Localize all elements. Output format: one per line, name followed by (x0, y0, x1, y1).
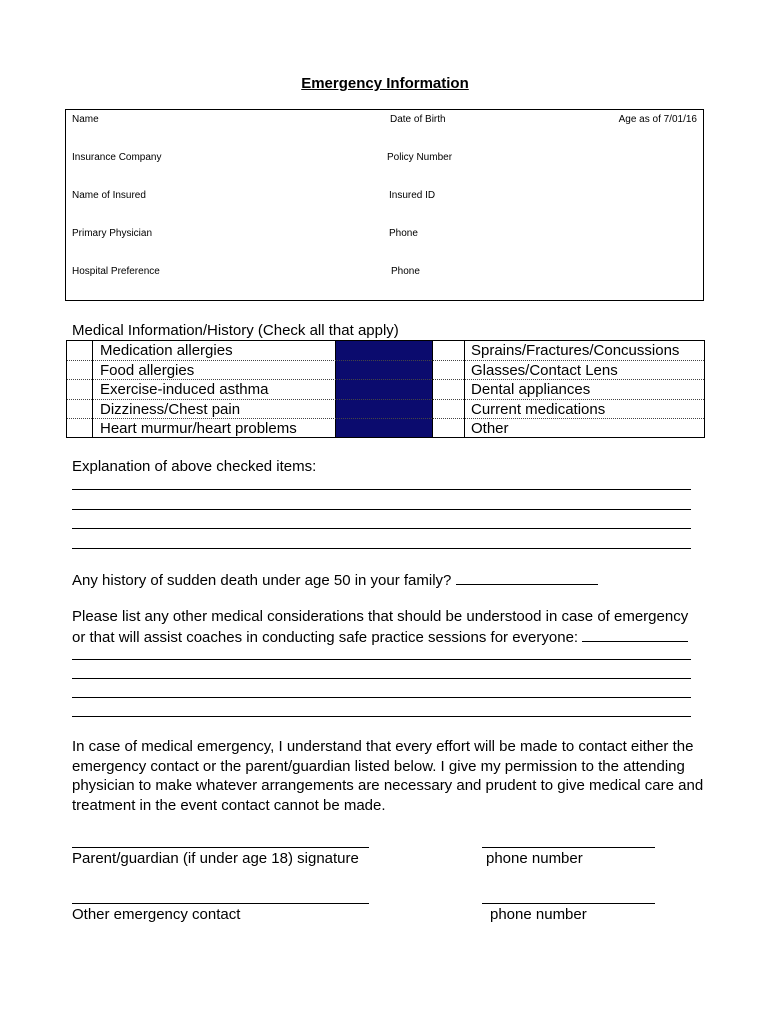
info-row-name[interactable] (66, 110, 703, 148)
info-row-insurance[interactable] (66, 148, 703, 186)
form-title: Emergency Information (301, 75, 469, 92)
hospital-phone-label: Phone (391, 266, 420, 277)
physician-phone-label: Phone (389, 228, 418, 239)
left-item: Exercise-induced asthma (100, 381, 269, 398)
explanation-line[interactable] (72, 528, 691, 529)
parent-phone-label: phone number (486, 850, 583, 867)
primary-physician-label: Primary Physician (72, 228, 153, 239)
explanation-line[interactable] (72, 548, 691, 549)
table-row[interactable] (67, 361, 704, 381)
explanation-line[interactable] (72, 509, 691, 510)
name-label: Name (72, 114, 99, 125)
info-row-insured[interactable] (66, 186, 703, 224)
other-phone-label: phone number (490, 906, 587, 923)
right-item: Sprains/Fractures/Concussions (471, 342, 680, 359)
hospital-preference-label: Hospital Preference (72, 266, 160, 277)
insured-id-label: Insured ID (389, 190, 436, 201)
name-of-insured-label: Name of Insured (72, 190, 146, 201)
explanation-line[interactable] (72, 489, 691, 490)
info-box (65, 109, 704, 301)
left-item: Medication allergies (100, 342, 233, 359)
other-contact-line[interactable] (72, 903, 369, 904)
parent-phone-line[interactable] (482, 847, 655, 848)
other-phone-line[interactable] (482, 903, 655, 904)
considerations-line[interactable] (72, 659, 691, 660)
left-item: Heart murmur/heart problems (100, 420, 297, 437)
right-item: Other (471, 420, 509, 437)
right-item: Dental appliances (471, 381, 591, 398)
considerations-line[interactable] (72, 716, 691, 717)
parent-signature-label: Parent/guardian (if under age 18) signature (72, 850, 359, 867)
age-label: Age as of 7/01/16 (618, 114, 697, 125)
other-considerations-prompt: Please list any other medical considerations that should be understood in case of emergency or that will assist coaches in conducting safe practice sessions for everyone: (72, 608, 689, 646)
explanation-label: Explanation of above checked items: (72, 458, 317, 475)
sudden-death-question: Any history of sudden death under age 50 in your family? (72, 570, 598, 589)
insurance-company-label: Insurance Company (72, 152, 162, 163)
other-considerations-field[interactable] (582, 627, 688, 642)
dob-label: Date of Birth (390, 114, 446, 125)
table-row[interactable] (67, 341, 704, 361)
right-item: Glasses/Contact Lens (471, 361, 618, 379)
table-row[interactable] (67, 400, 704, 420)
considerations-line[interactable] (72, 697, 691, 698)
other-contact-label: Other emergency contact (72, 906, 241, 923)
info-row-physician[interactable] (66, 224, 703, 262)
sudden-death-answer-field[interactable] (456, 570, 598, 585)
medical-checklist-table (66, 340, 705, 438)
info-row-hospital[interactable] (66, 262, 703, 300)
policy-number-label: Policy Number (387, 152, 453, 163)
left-item: Food allergies (100, 361, 195, 379)
left-item: Dizziness/Chest pain (100, 400, 241, 418)
medical-heading: Medical Information/History (Check all that apply) (72, 322, 399, 339)
table-row[interactable] (67, 380, 704, 400)
right-item: Current medications (471, 400, 606, 418)
consent-paragraph: In case of medical emergency, I understand that every effort will be made to contact either the emergency contact or the parent/guardian listed below. I give my permission to the attending physician to make whatever arrangements are necessary and prudent to give medical care and treatment in the event contact cannot be made. (72, 738, 704, 814)
parent-signature-line[interactable] (72, 847, 369, 848)
considerations-line[interactable] (72, 678, 691, 679)
table-row[interactable] (67, 419, 704, 439)
